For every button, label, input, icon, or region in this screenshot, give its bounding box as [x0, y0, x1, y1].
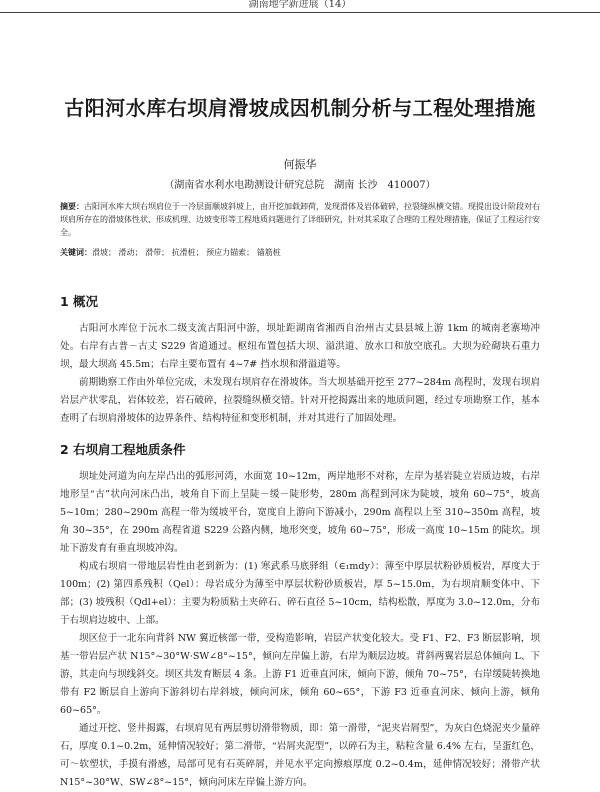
paragraph: 坝区位于一北东向背斜 NW 翼近核部一带，受构造影响，岩层产状变化较大。受 F1、F2、F3 断层影响，坝基一带岩层产状 N15°~30°W·SW∠8°~15°，倾向左岸偏上游，右岸为顺层边坡。背斜两翼岩层总体倾向 L、下游，其走向与坝线斜交。坝区共发育断层 4 条。上游 F1 近垂直河床，倾向下游，倾角 70~75°，右岸缓陡转换地带有 F2 断层自上游向下游斜切右岸斜坡，倾向河床，倾角 60~65°，下游 F3 近垂直河床、倾向上游，倾角 60~65°。	[60, 633, 540, 716]
paragraph: 前期勘察工作由外单位完成，未发现右坝肩存在滑坡体。当大坝基础开挖至 277~284m 高程时，发现右坝肩岩层产状零乱，岩体较差，岩石破碎，拉裂缝纵横交错。针对开挖揭露出来的地质问题，经过专项勘察工作，基本查明了右坝肩滑坡体的边界条件、结构特征和变形机制，并对其进行了加固处理。	[60, 377, 540, 424]
keywords	[60, 246, 540, 259]
running-head: 湖南地学新进展（14）	[0, 0, 600, 13]
paragraph: 通过开挖、竖井揭露，右坝肩见有两层剪切滑带物质，即：第一滑带，“泥夹岩屑型”，为灰白色烧泥夹少量碎石，厚度 0.1~0.2m，延伸情况较好；第二滑带，“岩屑夹泥型”，以碎石为主，粘粒含量 6.4% 左右，呈蛋红色，可～软塑状，手摸有滑感，局部可见有石英碎屑，并见水平定向擦痕厚度 0.2~0.4m，延伸情况较好；滑带产状 N15°~30°W、SW∠8°~15°，倾向河床左岸偏上游方向。	[60, 723, 540, 788]
keywords-text: 滑坡； 滑动； 滑带； 抗滑桩； 预应力锚索； 锚筋桩	[92, 248, 281, 257]
abstract-text: 古阳河水库大坝右坝肩位于一冷层面顺坡斜坡上，由开挖加载卸荷，发现滑体及岩体破碎，拉裂缝纵横交错。现提出设计阶段对右坝肩所存在的滑坡体性状、形成机理、边坡变形等工程地质问题进行了详细研究，针对其采取了合理的工程处理措施，保证了工程运行安全。	[60, 202, 540, 237]
section-heading-geology: 2 右坝肩工程地质条件	[60, 442, 186, 457]
section-body-geology	[60, 468, 540, 792]
keywords-label: 关键词：	[60, 247, 92, 257]
paragraph: 坝址处河道为向左岸凸出的弧形河湾，水面宽 10~12m，两岸地形不对称，左岸为基岩陡立岩质边坡，右岸地形呈“古”状向河床凸出，坡角自下而上呈陡－缓－陡形势，280m 高程到河床为陡坡，坡角 60~75°，坡高 5~10m；280~290m 高程一带为缓坡平台，宽度自上游向下游减小，290m 高程以上至 310~350m 高程，坡角 30~35°，在 290m 高程省道 S229 公路内侧，地形突变，坡角 60~75°，形成一高度 10~15m 的陡坎。坝址下游发育有垂直坝坡冲沟。	[60, 471, 540, 554]
abstract	[60, 200, 540, 239]
section-heading-overview: 1 概况	[60, 294, 99, 309]
author: 何振华	[283, 158, 317, 171]
section-body-overview	[60, 320, 540, 428]
abstract-label: 摘要：	[60, 201, 84, 211]
paper-title: 古阳河水库右坝肩滑坡成因机制分析与工程处理措施	[64, 96, 536, 120]
affiliation: （湖南省水利水电勘测设计研究总院 湖南 长沙 410007）	[164, 180, 436, 191]
paragraph: 古阳河水库位于沅水二级支流古阳河中游，坝址距湖南省湘西自治州古丈县县城上游 1km 的城南老寨坳冲处。右岸有古普－古丈 S229 省道通过。枢纽布置包括大坝、溢洪道、放水口和放空底孔。大坝为砼砌块石重力坝，最大坝高 45.5m；右岸主要布置有 4~7# 挡水坝和滑溢道等。	[60, 323, 540, 370]
paragraph: 构成右坝肩一带地层岩性由老到新为：(1) 寒武系马底驿组（∈₁mdy）：薄至中厚层状粉砂质板岩，厚度大于 100m；(2) 第四系残积（Qel）：母岩成分为薄至中厚层状粉砂质板岩，厚 5~15.0m，为右坝肩顺变体中、下部；(3) 坡残积（Qdl+el）：主要为粉质粘土夹碎石、碎石直径 5~10cm，结构松散，厚度为 3.0~12.0m，分布于右坝肩边坡中、上部。	[60, 561, 540, 626]
